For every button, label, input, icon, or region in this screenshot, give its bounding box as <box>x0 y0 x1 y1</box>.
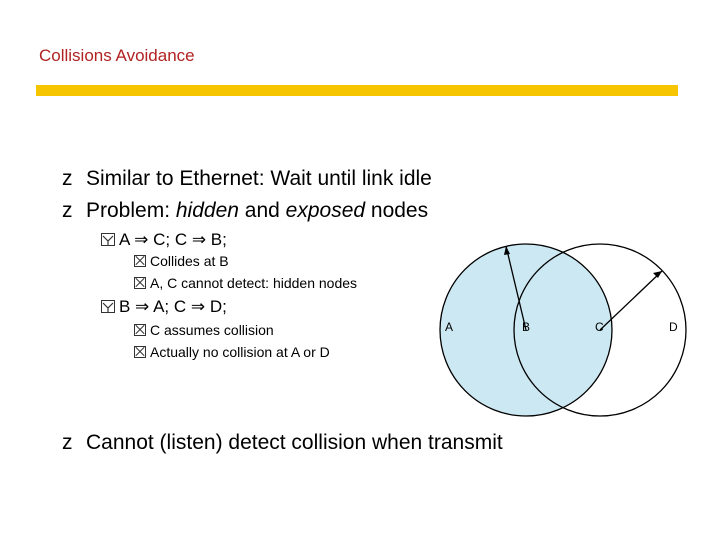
subsubbullet-text: Actually no collision at A or D <box>150 344 330 360</box>
bullet-text-exposed: exposed <box>285 199 366 222</box>
subsubbullet-no-collision <box>134 344 330 361</box>
bullet-similar-ethernet <box>62 167 432 191</box>
node-label-c: C <box>595 320 604 334</box>
subsubbullet-hidden-nodes <box>134 275 357 292</box>
subbullet-b-a <box>101 297 227 317</box>
node-label-b: B <box>522 320 531 334</box>
slide-title: Collisions Avoidance <box>39 46 195 65</box>
radius-arrow <box>600 271 662 330</box>
bullet-text-prefix: Problem: <box>86 199 176 222</box>
bullet-problem <box>62 199 428 223</box>
bullet-text: Cannot (listen) detect collision when transmit <box>86 431 503 454</box>
checkmark-bullet-icon <box>101 233 115 246</box>
x-box-bullet-icon <box>134 346 146 358</box>
bullet-cannot-listen <box>62 431 503 455</box>
node-label-d: D <box>669 320 678 334</box>
subbullet-text: B ⇒ A; C ⇒ D; <box>119 297 227 316</box>
subsubbullet-collides <box>134 253 229 270</box>
bullet-text: Similar to Ethernet: Wait until link idle <box>86 167 432 190</box>
subbullet-text: A ⇒ C; C ⇒ B; <box>119 230 227 249</box>
x-box-bullet-icon <box>134 255 146 267</box>
z-bullet-icon: z <box>62 199 73 222</box>
bullet-text-and: and <box>238 199 286 222</box>
bullet-text-suffix: nodes <box>365 199 429 222</box>
node-label-a: A <box>445 320 454 334</box>
x-box-bullet-icon <box>134 277 146 289</box>
subsubbullet-text: Collides at B <box>150 253 229 269</box>
arrow-head <box>653 271 662 278</box>
title-rule <box>36 85 678 96</box>
z-bullet-icon: z <box>62 167 73 190</box>
x-box-bullet-icon <box>134 324 146 336</box>
checkmark-bullet-icon <box>101 300 115 313</box>
z-bullet-icon: z <box>62 431 73 454</box>
subsubbullet-text: C assumes collision <box>150 322 274 338</box>
subsubbullet-text: A, C cannot detect: hidden nodes <box>150 275 358 291</box>
subsubbullet-assumes <box>134 322 274 339</box>
bullet-text-hidden: hidden <box>175 199 239 222</box>
subbullet-a-c <box>101 230 227 250</box>
hidden-node-diagram <box>420 230 700 420</box>
